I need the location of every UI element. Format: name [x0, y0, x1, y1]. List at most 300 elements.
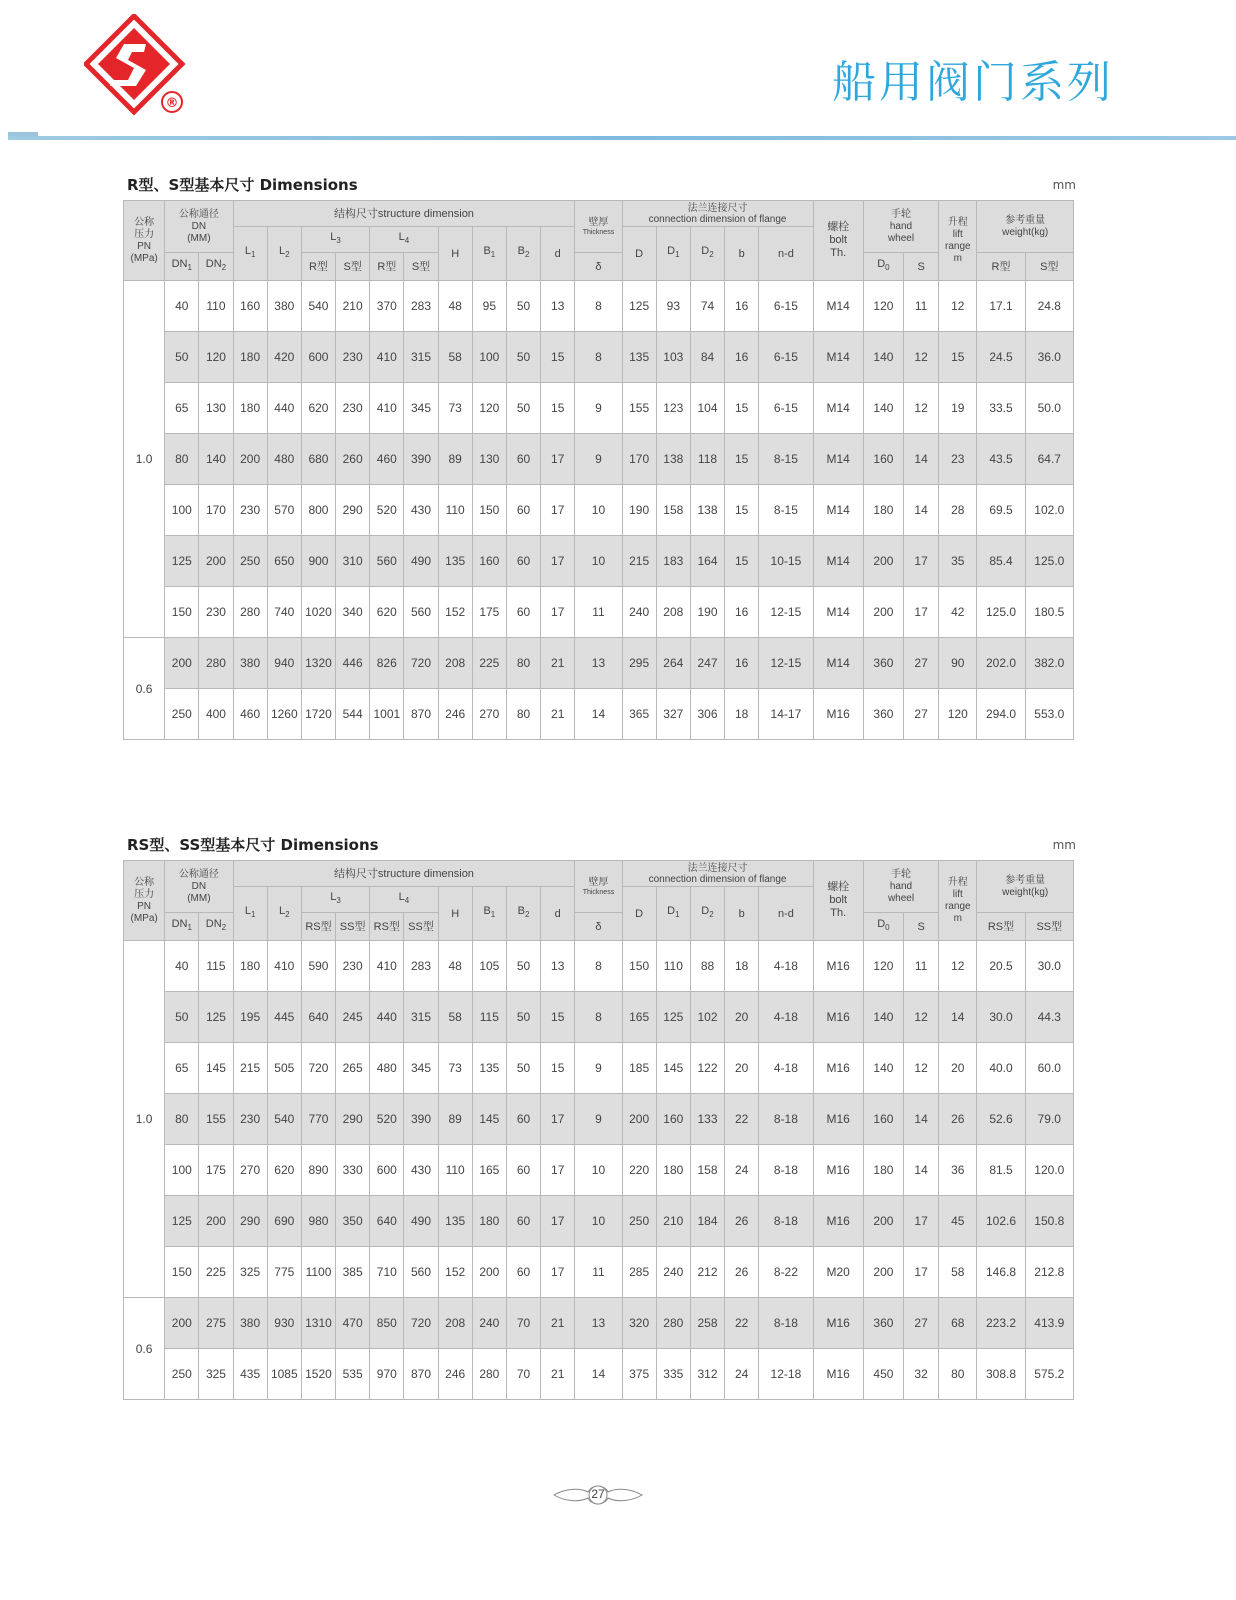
table-cell: 575.2	[1025, 1349, 1073, 1400]
table-cell: 258	[690, 1298, 724, 1349]
col-flange-D2: $D_2$	[690, 227, 724, 281]
table-cell: 50	[506, 281, 540, 332]
table-cell: 1001	[370, 689, 404, 740]
table-cell: 365	[622, 689, 656, 740]
table-cell: 410	[267, 941, 301, 992]
table-cell: 280	[199, 638, 233, 689]
table-cell: 12	[904, 332, 939, 383]
table-cell: 13	[575, 638, 622, 689]
col-b2: $B_2$	[506, 887, 540, 941]
table-cell: 73	[438, 383, 472, 434]
table-cell: 60	[506, 1145, 540, 1196]
table-cell: 158	[690, 1145, 724, 1196]
table-cell: 385	[336, 1247, 370, 1298]
table-cell: 930	[267, 1298, 301, 1349]
table-cell: 200	[863, 587, 903, 638]
table-cell: 152	[438, 587, 472, 638]
table-cell: 335	[656, 1349, 690, 1400]
table-cell: 24	[725, 1145, 759, 1196]
table-cell: 230	[336, 383, 370, 434]
table-cell: 11	[575, 587, 622, 638]
col-delta: δ	[575, 253, 622, 281]
col-flange-D: D	[622, 887, 656, 941]
table-cell: 18	[725, 941, 759, 992]
col-l4-b: SS型	[404, 913, 438, 941]
unit-label: mm	[1052, 178, 1076, 192]
table-cell: 230	[233, 1094, 267, 1145]
table-cell: 60	[506, 536, 540, 587]
table-cell: M16	[813, 1196, 863, 1247]
table-cell: 80	[165, 434, 199, 485]
table-cell: 320	[622, 1298, 656, 1349]
table-cell: 9	[575, 434, 622, 485]
table-cell: 450	[863, 1349, 903, 1400]
col-dn1: $DN_1$	[165, 253, 199, 281]
table-cell: 135	[438, 536, 472, 587]
table-cell: 445	[267, 992, 301, 1043]
table-cell: 360	[863, 1298, 903, 1349]
table-row	[124, 434, 1074, 485]
table-cell: 180	[656, 1145, 690, 1196]
table-cell: 270	[472, 689, 506, 740]
table-cell: 105	[472, 941, 506, 992]
table-cell: 10	[575, 536, 622, 587]
table-row	[124, 1298, 1074, 1349]
col-flange-nd: n-d	[759, 887, 813, 941]
table-cell: 164	[690, 536, 724, 587]
table-cell: 17	[541, 1145, 575, 1196]
table-cell: 490	[404, 1196, 438, 1247]
table-cell: 40	[165, 281, 199, 332]
table-cell: 870	[404, 689, 438, 740]
thickness-header: 壁厚 Thickness	[575, 861, 622, 913]
table-cell: 40.0	[977, 1043, 1025, 1094]
col-flange-b: b	[725, 227, 759, 281]
table-cell: 138	[690, 485, 724, 536]
table-cell: 380	[233, 1298, 267, 1349]
table-cell: 310	[336, 536, 370, 587]
table-cell: 40	[165, 941, 199, 992]
table-cell: 12-18	[759, 1349, 813, 1400]
col-dn1: $DN_1$	[165, 913, 199, 941]
col-delta: δ	[575, 913, 622, 941]
table-cell: 446	[336, 638, 370, 689]
table-cell: 1260	[267, 689, 301, 740]
table-cell: 710	[370, 1247, 404, 1298]
table-cell: M14	[813, 281, 863, 332]
col-d: d	[541, 227, 575, 281]
table-cell: 120	[939, 689, 977, 740]
table-cell: 190	[690, 587, 724, 638]
table-cell: 70	[506, 1298, 540, 1349]
table-cell: 80	[939, 1349, 977, 1400]
table-cell: 360	[863, 638, 903, 689]
table-cell: 69.5	[977, 485, 1025, 536]
table-cell: 44.3	[1025, 992, 1073, 1043]
table-cell: 183	[656, 536, 690, 587]
table-cell: M20	[813, 1247, 863, 1298]
table-cell: 160	[656, 1094, 690, 1145]
table-cell: 15	[939, 332, 977, 383]
table-cell: 50	[165, 992, 199, 1043]
section-rs-ss-dimensions	[123, 834, 1074, 1400]
table-cell: 20	[725, 1043, 759, 1094]
table-cell: 155	[199, 1094, 233, 1145]
table-cell: 12	[939, 941, 977, 992]
table-cell: 60	[506, 434, 540, 485]
table-cell: M16	[813, 992, 863, 1043]
table-cell: 123	[656, 383, 690, 434]
table-cell: 140	[863, 383, 903, 434]
table-cell: 58	[438, 992, 472, 1043]
table-cell: 18	[725, 689, 759, 740]
table-row	[124, 1247, 1074, 1298]
table-cell: 1020	[301, 587, 335, 638]
table-cell: 125.0	[1025, 536, 1073, 587]
section-r-s-dimensions	[123, 174, 1074, 740]
flange-header: 法兰连接尺寸 connection dimension of flange	[622, 201, 813, 227]
table-cell: 60	[506, 485, 540, 536]
table-cell: 135	[622, 332, 656, 383]
table-cell: 6-15	[759, 281, 813, 332]
table-cell: 440	[370, 992, 404, 1043]
table-cell: 230	[336, 332, 370, 383]
table-cell: 1085	[267, 1349, 301, 1400]
col-l4-a: RS型	[370, 913, 404, 941]
table-cell: 620	[301, 383, 335, 434]
table-cell: M14	[813, 332, 863, 383]
table-cell: 150	[165, 587, 199, 638]
table-cell: 505	[267, 1043, 301, 1094]
series-title: 船用阀门系列	[832, 57, 1114, 108]
col-l3-b: S型	[336, 253, 370, 281]
table-cell: 200	[233, 434, 267, 485]
table-cell: 50	[165, 332, 199, 383]
table-cell: 17	[541, 485, 575, 536]
table-cell: 125.0	[977, 587, 1025, 638]
table-cell: 390	[404, 434, 438, 485]
table-cell: 100	[165, 485, 199, 536]
table-cell: 330	[336, 1145, 370, 1196]
table-cell: 14	[575, 689, 622, 740]
table-row	[124, 941, 1074, 992]
table-cell: 48	[438, 281, 472, 332]
table-cell: 120	[863, 281, 903, 332]
table-cell: 1720	[301, 689, 335, 740]
table-cell: 280	[656, 1298, 690, 1349]
table-cell: 160	[472, 536, 506, 587]
table-cell: 175	[472, 587, 506, 638]
col-l3: $L_3$	[301, 887, 369, 913]
table-cell: 620	[370, 587, 404, 638]
table-cell: 560	[404, 587, 438, 638]
col-flange-D1: $D_1$	[656, 887, 690, 941]
table-cell: 775	[267, 1247, 301, 1298]
table-row	[124, 1196, 1074, 1247]
table-cell: 10	[575, 1145, 622, 1196]
table-cell: M14	[813, 485, 863, 536]
table-cell: 285	[622, 1247, 656, 1298]
handwheel-header: 手轮 hand wheel	[863, 201, 938, 253]
table-row	[124, 1094, 1074, 1145]
table-cell: 80	[506, 638, 540, 689]
pn-header: 公称 压力 PN (MPa)	[124, 861, 165, 941]
table-cell: 17	[904, 587, 939, 638]
table-cell: 17	[904, 1196, 939, 1247]
table-cell: 100	[472, 332, 506, 383]
table-cell: 43.5	[977, 434, 1025, 485]
thickness-header: 壁厚 Thickness	[575, 201, 622, 253]
table-cell: 180	[233, 941, 267, 992]
table-cell: 15	[725, 383, 759, 434]
table-cell: 135	[472, 1043, 506, 1094]
table-cell: 6-15	[759, 332, 813, 383]
bolt-header: 螺栓 bolt Th.	[813, 201, 863, 281]
table-cell: 58	[939, 1247, 977, 1298]
table-cell: 240	[656, 1247, 690, 1298]
table-cell: 280	[472, 1349, 506, 1400]
table-cell: 308.8	[977, 1349, 1025, 1400]
dimensions-table	[123, 860, 1074, 1400]
table-cell: 1100	[301, 1247, 335, 1298]
table-cell: 60	[506, 1196, 540, 1247]
col-flange-D1: $D_1$	[656, 227, 690, 281]
table-cell: 200	[165, 638, 199, 689]
col-s: S	[904, 913, 939, 941]
table-cell: 9	[575, 1094, 622, 1145]
table-cell: 10-15	[759, 536, 813, 587]
table-cell: 14	[904, 1094, 939, 1145]
table-cell: 85.4	[977, 536, 1025, 587]
table-cell: 890	[301, 1145, 335, 1196]
table-cell: 17	[541, 434, 575, 485]
table-cell: 620	[267, 1145, 301, 1196]
table-cell: 8	[575, 992, 622, 1043]
table-row	[124, 332, 1074, 383]
table-cell: 70	[506, 1349, 540, 1400]
table-cell: 250	[165, 1349, 199, 1400]
col-dn2: $DN_2$	[199, 253, 233, 281]
table-cell: 12-15	[759, 638, 813, 689]
table-cell: 600	[370, 1145, 404, 1196]
table-cell: 140	[863, 332, 903, 383]
table-cell: 45	[939, 1196, 977, 1247]
table-cell: 145	[656, 1043, 690, 1094]
col-l4: $L_4$	[370, 887, 438, 913]
table-cell: 17	[904, 1247, 939, 1298]
table-cell: 210	[336, 281, 370, 332]
table-cell: M14	[813, 434, 863, 485]
diamond-s-logo-icon	[84, 14, 188, 118]
table-cell: 50.0	[1025, 383, 1073, 434]
table-cell: 21	[541, 638, 575, 689]
weight-header: 参考重量 weight(kg)	[977, 201, 1074, 253]
dn-header: 公称通径 DN (MM)	[165, 201, 233, 253]
table-cell: 650	[267, 536, 301, 587]
table-cell: 290	[233, 1196, 267, 1247]
table-cell: 30.0	[1025, 941, 1073, 992]
table-row	[124, 1043, 1074, 1094]
table-row	[124, 992, 1074, 1043]
table-cell: 150	[622, 941, 656, 992]
pn-cell: 1.0	[124, 281, 165, 638]
col-l4-b: S型	[404, 253, 438, 281]
table-cell: 50	[506, 1043, 540, 1094]
table-cell: 138	[656, 434, 690, 485]
table-cell: 246	[438, 1349, 472, 1400]
table-cell: 327	[656, 689, 690, 740]
table-cell: 110	[438, 485, 472, 536]
table-cell: 125	[656, 992, 690, 1043]
table-cell: 360	[863, 689, 903, 740]
table-cell: 180	[233, 332, 267, 383]
table-cell: 14	[904, 485, 939, 536]
table-cell: 410	[370, 383, 404, 434]
table-cell: 200	[863, 536, 903, 587]
table-cell: 79.0	[1025, 1094, 1073, 1145]
table-row	[124, 587, 1074, 638]
table-cell: 125	[165, 1196, 199, 1247]
table-cell: 540	[267, 1094, 301, 1145]
table-cell: 102.6	[977, 1196, 1025, 1247]
table-cell: 8-15	[759, 485, 813, 536]
table-cell: 13	[575, 1298, 622, 1349]
table-row	[124, 383, 1074, 434]
table-cell: 8-15	[759, 434, 813, 485]
table-cell: 103	[656, 332, 690, 383]
table-cell: 8-18	[759, 1298, 813, 1349]
table-cell: 430	[404, 1145, 438, 1196]
col-b1: $B_1$	[472, 887, 506, 941]
table-cell: 130	[472, 434, 506, 485]
table-cell: 150	[165, 1247, 199, 1298]
table-cell: 435	[233, 1349, 267, 1400]
pn-cell: 1.0	[124, 941, 165, 1298]
table-cell: 125	[199, 992, 233, 1043]
table-cell: 1320	[301, 638, 335, 689]
table-cell: 382.0	[1025, 638, 1073, 689]
table-cell: 26	[725, 1247, 759, 1298]
table-cell: 33.5	[977, 383, 1025, 434]
table-cell: 460	[233, 689, 267, 740]
table-cell: 220	[622, 1145, 656, 1196]
table-cell: 133	[690, 1094, 724, 1145]
table-cell: 940	[267, 638, 301, 689]
table-cell: 212	[690, 1247, 724, 1298]
table-cell: 970	[370, 1349, 404, 1400]
table-cell: 23	[939, 434, 977, 485]
table-cell: 15	[541, 1043, 575, 1094]
table-cell: 200	[199, 536, 233, 587]
col-b1: $B_1$	[472, 227, 506, 281]
table-cell: 180	[472, 1196, 506, 1247]
col-l3-b: SS型	[336, 913, 370, 941]
section-title: RS型、SS型基本尺寸 Dimensions	[127, 836, 379, 854]
table-cell: 208	[656, 587, 690, 638]
table-cell: 345	[404, 383, 438, 434]
table-cell: 8	[575, 281, 622, 332]
table-cell: 115	[472, 992, 506, 1043]
table-cell: 17	[904, 536, 939, 587]
pn-cell: 0.6	[124, 1298, 165, 1400]
table-cell: 27	[904, 1298, 939, 1349]
table-cell: 11	[904, 281, 939, 332]
table-cell: 1310	[301, 1298, 335, 1349]
table-cell: 58	[438, 332, 472, 383]
table-cell: 27	[904, 638, 939, 689]
table-cell: 306	[690, 689, 724, 740]
table-cell: 12	[904, 992, 939, 1043]
table-cell: 380	[267, 281, 301, 332]
table-row	[124, 485, 1074, 536]
table-cell: 11	[904, 941, 939, 992]
page-number: 27	[591, 1487, 605, 1501]
table-cell: 17	[541, 587, 575, 638]
table-cell: 17	[541, 1247, 575, 1298]
col-l4-a: R型	[370, 253, 404, 281]
table-cell: 230	[233, 485, 267, 536]
col-dn2: $DN_2$	[199, 913, 233, 941]
table-cell: 350	[336, 1196, 370, 1247]
table-cell: 283	[404, 941, 438, 992]
table-row	[124, 689, 1074, 740]
table-cell: M14	[813, 383, 863, 434]
table-cell: 9	[575, 383, 622, 434]
table-cell: 12	[904, 383, 939, 434]
table-cell: 410	[370, 332, 404, 383]
table-cell: 36.0	[1025, 332, 1073, 383]
table-cell: 110	[656, 941, 690, 992]
table-cell: 13	[541, 941, 575, 992]
table-body	[124, 281, 1074, 740]
table-cell: 36	[939, 1145, 977, 1196]
table-cell: 294.0	[977, 689, 1025, 740]
table-cell: M14	[813, 587, 863, 638]
col-d0: $D_0$	[863, 913, 903, 941]
table-cell: 17	[541, 1196, 575, 1247]
table-cell: 184	[690, 1196, 724, 1247]
table-cell: 10	[575, 1196, 622, 1247]
table-cell: 247	[690, 638, 724, 689]
table-cell: 202.0	[977, 638, 1025, 689]
table-cell: 250	[233, 536, 267, 587]
table-cell: 312	[690, 1349, 724, 1400]
table-cell: 24.8	[1025, 281, 1073, 332]
structure-header: 结构尺寸structure dimension	[233, 201, 575, 227]
table-cell: 480	[370, 1043, 404, 1094]
table-cell: 30.0	[977, 992, 1025, 1043]
table-cell: 130	[199, 383, 233, 434]
table-cell: 35	[939, 536, 977, 587]
table-cell: 208	[438, 1298, 472, 1349]
table-cell: M14	[813, 638, 863, 689]
table-cell: 120	[472, 383, 506, 434]
table-cell: 180	[233, 383, 267, 434]
table-cell: 225	[472, 638, 506, 689]
table-cell: 340	[336, 587, 370, 638]
table-cell: 15	[541, 383, 575, 434]
lift-header: 升程 lift range m	[939, 201, 977, 281]
table-cell: 413.9	[1025, 1298, 1073, 1349]
table-cell: 17	[541, 1094, 575, 1145]
table-cell: 440	[267, 383, 301, 434]
table-cell: 640	[370, 1196, 404, 1247]
table-cell: 870	[404, 1349, 438, 1400]
col-h: H	[438, 887, 472, 941]
table-cell: 240	[622, 587, 656, 638]
table-cell: 800	[301, 485, 335, 536]
table-cell: 180	[863, 485, 903, 536]
